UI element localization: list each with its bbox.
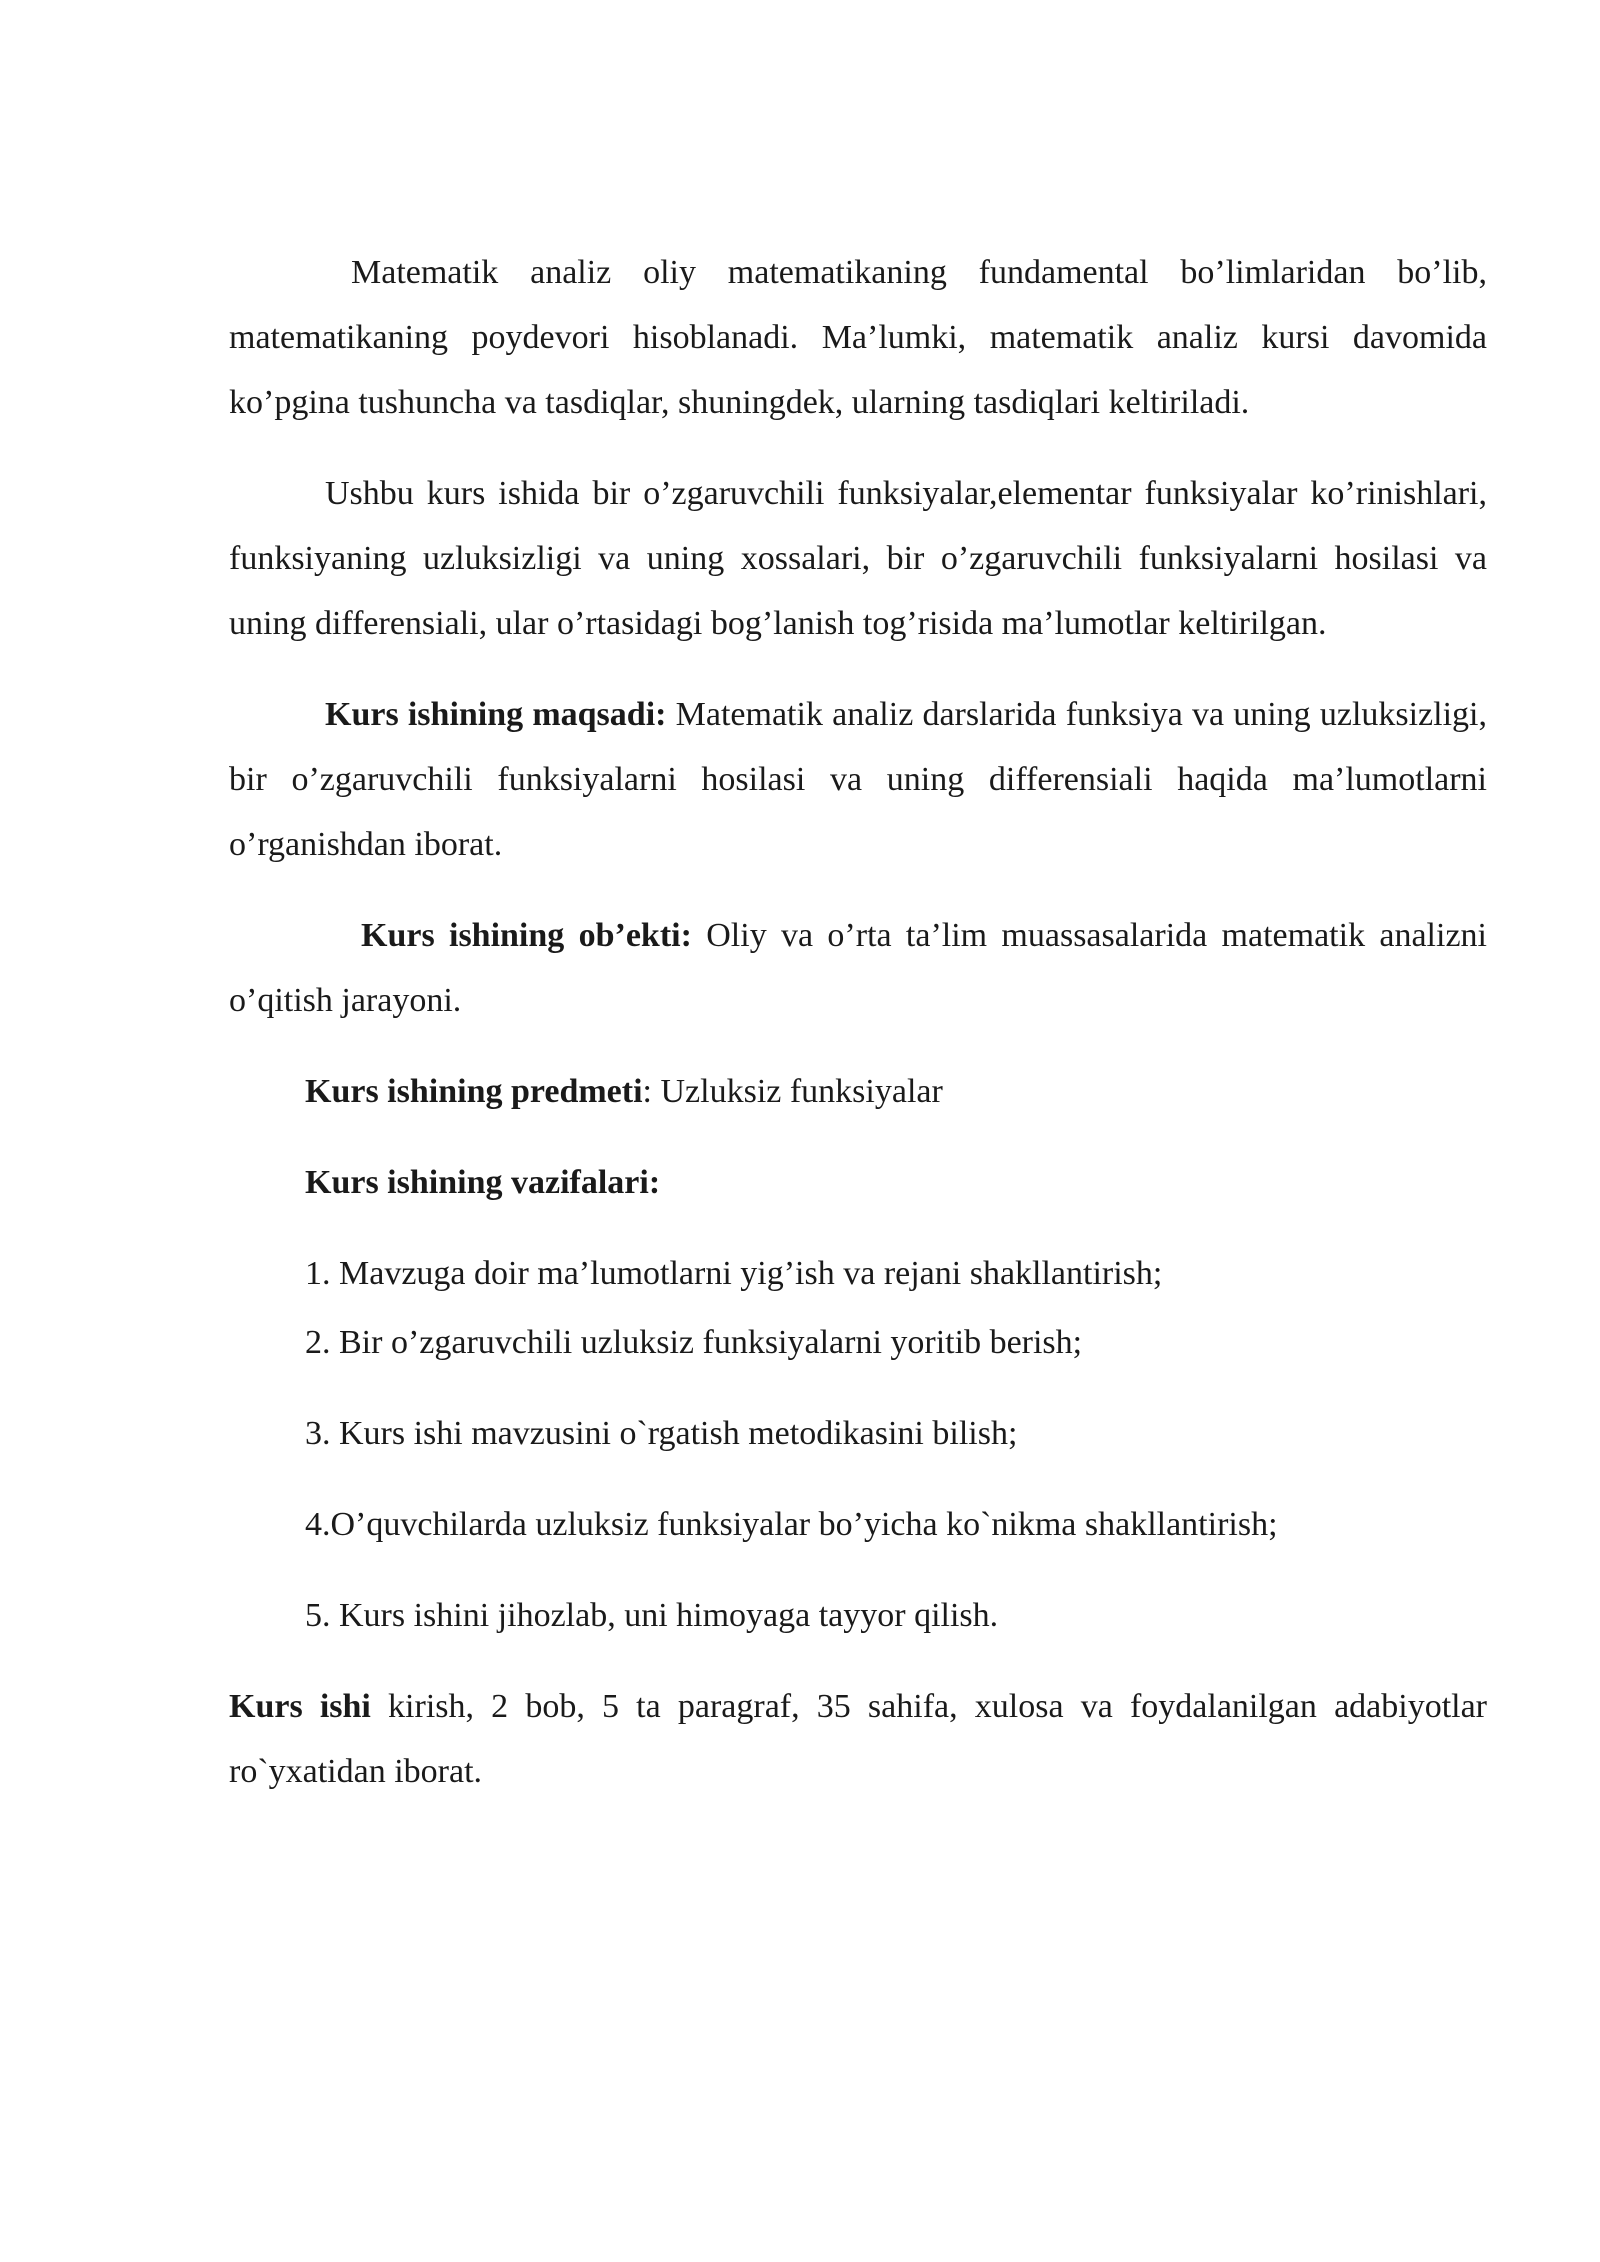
object-paragraph <box>229 903 1487 1033</box>
goal-label: Kurs ishining maqsadi: <box>325 696 667 733</box>
scope-paragraph: Ushbu kurs ishida bir o’zgaruvchili funksiyalar,elementar funksiyalar ko’rinishlari, funksiyaning uzluksizligi va uning xossalari, bir o’zgaruvchili funksiyalarni hosilasi va uning differensiali, ular o’rtasidagi bog’lanish tog’risida ma’lumotlar keltirilgan. <box>229 475 1487 642</box>
subject-paragraph <box>229 1059 1487 1124</box>
structure-paragraph <box>229 1674 1487 1804</box>
task-item: 1. Mavzuga doir ma’lumotlarni yig’ish va rejani shakllantirish; <box>305 1255 1163 1292</box>
goal-text: Matematik analiz darslarida funksiya va uning uzluksizligi, bir o’zgaruvchili funksiyalarni hosilasi va uning differensiali haqida ma’lumotlarni o’rganishdan iborat. <box>229 696 1487 863</box>
task-item: 4.O’quvchilarda uzluksiz funksiyalar bo’yicha ko`nikma shakllantirish; <box>305 1506 1278 1543</box>
object-text: Oliy va o’rta ta’lim muassasalarida matematik analizni o’qitish jarayoni. <box>229 917 1487 1019</box>
goal-paragraph <box>229 682 1487 877</box>
subject-label: Kurs ishining predmeti <box>305 1073 643 1110</box>
task-item: 2. Bir o’zgaruvchili uzluksiz funksiyalarni yoritib berish; <box>305 1324 1083 1361</box>
task-item: 5. Kurs ishini jihozlab, uni himoyaga tayyor qilish. <box>305 1597 999 1634</box>
task-item: 3. Kurs ishi mavzusini o`rgatish metodikasini bilish; <box>305 1415 1018 1452</box>
object-label: Kurs ishining ob’ekti: <box>361 917 692 954</box>
intro-paragraph: Matematik analiz oliy matematikaning fundamental bo’limlaridan bo’lib, matematikaning poydevori hisoblanadi. Ma’lumki, matematik analiz kursi davomida ko’pgina tushuncha va tasdiqlar, shuningdek, ularning tasdiqlari keltiriladi. <box>229 254 1487 421</box>
tasks-heading: Kurs ishining vazifalari: <box>305 1164 661 1201</box>
document-page <box>229 240 1487 1830</box>
structure-text: kirish, 2 bob, 5 ta paragraf, 35 sahifa, xulosa va foydalanilgan adabiyotlar ro`yxatidan iborat. <box>229 1688 1487 1790</box>
subject-text: : Uzluksiz funksiyalar <box>642 1073 943 1110</box>
structure-label: Kurs ishi <box>229 1688 371 1725</box>
